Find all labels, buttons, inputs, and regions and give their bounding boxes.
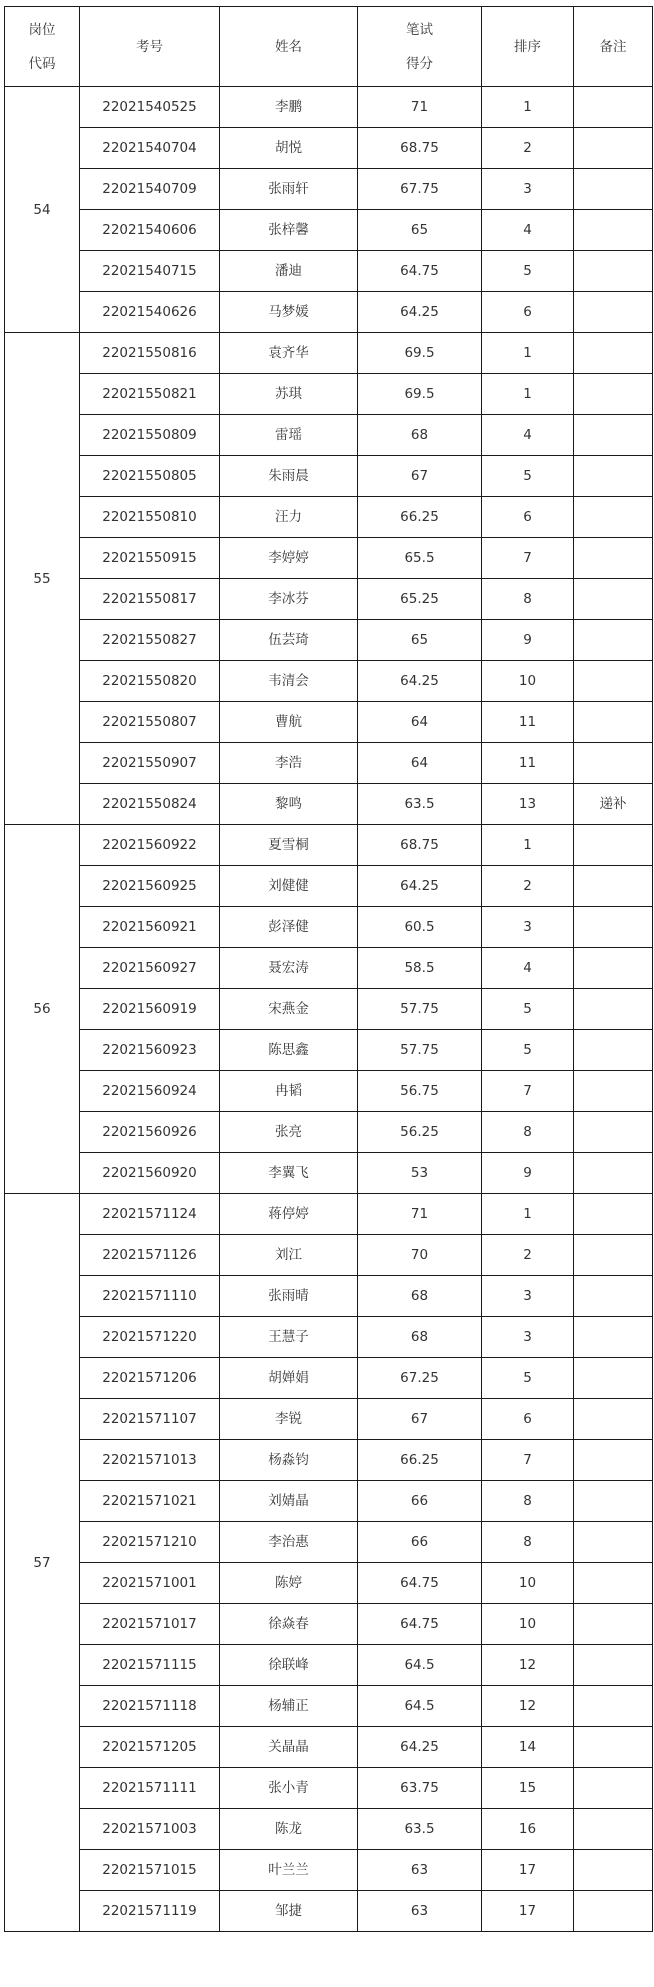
cell-score: 64.75 — [358, 1563, 482, 1604]
cell-exam-no: 22021550805 — [80, 456, 220, 497]
cell-rank: 1 — [482, 333, 574, 374]
cell-score: 65.25 — [358, 579, 482, 620]
cell-name: 陈思鑫 — [220, 1030, 358, 1071]
cell-post-code: 57 — [5, 1194, 80, 1932]
cell-exam-no: 22021571205 — [80, 1727, 220, 1768]
cell-exam-no: 22021571210 — [80, 1522, 220, 1563]
cell-name: 徐联峰 — [220, 1645, 358, 1686]
cell-rank: 2 — [482, 866, 574, 907]
cell-exam-no: 22021550821 — [80, 374, 220, 415]
cell-score: 67.75 — [358, 169, 482, 210]
cell-note — [574, 415, 653, 456]
cell-note — [574, 989, 653, 1030]
cell-note — [574, 1563, 653, 1604]
cell-name: 张雨轩 — [220, 169, 358, 210]
cell-score: 64.75 — [358, 251, 482, 292]
cell-note: 递补 — [574, 784, 653, 825]
cell-name: 彭泽健 — [220, 907, 358, 948]
cell-exam-no: 22021550824 — [80, 784, 220, 825]
table-row — [5, 210, 653, 251]
cell-exam-no: 22021560925 — [80, 866, 220, 907]
table-row — [5, 1276, 653, 1317]
cell-score: 63 — [358, 1891, 482, 1932]
cell-note — [574, 1522, 653, 1563]
cell-note — [574, 1358, 653, 1399]
header-post-code — [5, 7, 80, 87]
cell-score: 58.5 — [358, 948, 482, 989]
cell-exam-no: 22021571119 — [80, 1891, 220, 1932]
table-row — [5, 1194, 653, 1235]
cell-name: 刘江 — [220, 1235, 358, 1276]
header-rank: 排序 — [482, 7, 574, 87]
table-row — [5, 1645, 653, 1686]
cell-score: 69.5 — [358, 333, 482, 374]
cell-score: 68 — [358, 415, 482, 456]
cell-rank: 2 — [482, 1235, 574, 1276]
cell-rank: 16 — [482, 1809, 574, 1850]
cell-post-code: 54 — [5, 87, 80, 333]
cell-score: 57.75 — [358, 1030, 482, 1071]
table-row — [5, 989, 653, 1030]
table-row — [5, 497, 653, 538]
cell-name: 刘婧晶 — [220, 1481, 358, 1522]
cell-name: 胡悦 — [220, 128, 358, 169]
cell-note — [574, 1276, 653, 1317]
cell-rank: 11 — [482, 743, 574, 784]
cell-score: 63.75 — [358, 1768, 482, 1809]
cell-rank: 1 — [482, 825, 574, 866]
table-row — [5, 1112, 653, 1153]
cell-note — [574, 456, 653, 497]
cell-name: 李浩 — [220, 743, 358, 784]
cell-name: 曹航 — [220, 702, 358, 743]
cell-rank: 9 — [482, 1153, 574, 1194]
cell-rank: 4 — [482, 948, 574, 989]
cell-exam-no: 22021571003 — [80, 1809, 220, 1850]
cell-name: 李治惠 — [220, 1522, 358, 1563]
cell-note — [574, 1194, 653, 1235]
cell-note — [574, 743, 653, 784]
cell-rank: 4 — [482, 210, 574, 251]
cell-score: 67 — [358, 1399, 482, 1440]
cell-exam-no: 22021571017 — [80, 1604, 220, 1645]
cell-name: 李婷婷 — [220, 538, 358, 579]
cell-note — [574, 333, 653, 374]
cell-score: 71 — [358, 87, 482, 128]
table-row — [5, 1768, 653, 1809]
cell-rank: 7 — [482, 1440, 574, 1481]
table-row — [5, 784, 653, 825]
table-row — [5, 1563, 653, 1604]
cell-exam-no: 22021571126 — [80, 1235, 220, 1276]
cell-exam-no: 22021560924 — [80, 1071, 220, 1112]
cell-name: 朱雨晨 — [220, 456, 358, 497]
cell-score: 64.5 — [358, 1686, 482, 1727]
cell-score: 65.5 — [358, 538, 482, 579]
cell-rank: 15 — [482, 1768, 574, 1809]
cell-exam-no: 22021560921 — [80, 907, 220, 948]
cell-score: 68 — [358, 1317, 482, 1358]
cell-post-code: 56 — [5, 825, 80, 1194]
cell-score: 66 — [358, 1481, 482, 1522]
cell-exam-no: 22021571013 — [80, 1440, 220, 1481]
header-post-code-line-2: 代码 — [28, 55, 56, 72]
cell-exam-no: 22021540525 — [80, 87, 220, 128]
table-row — [5, 1727, 653, 1768]
table-row — [5, 251, 653, 292]
cell-note — [574, 1809, 653, 1850]
cell-name: 苏琪 — [220, 374, 358, 415]
cell-rank: 7 — [482, 538, 574, 579]
cell-score: 63 — [358, 1850, 482, 1891]
cell-note — [574, 1440, 653, 1481]
cell-name: 聂宏涛 — [220, 948, 358, 989]
cell-note — [574, 907, 653, 948]
cell-score: 64.25 — [358, 661, 482, 702]
cell-exam-no: 22021571118 — [80, 1686, 220, 1727]
cell-rank: 13 — [482, 784, 574, 825]
cell-note — [574, 702, 653, 743]
cell-name: 刘健健 — [220, 866, 358, 907]
cell-exam-no: 22021571021 — [80, 1481, 220, 1522]
header-note: 备注 — [574, 7, 653, 87]
cell-score: 69.5 — [358, 374, 482, 415]
cell-name: 雷瑶 — [220, 415, 358, 456]
cell-exam-no: 22021571220 — [80, 1317, 220, 1358]
cell-score: 70 — [358, 1235, 482, 1276]
cell-exam-no: 22021571107 — [80, 1399, 220, 1440]
table-row — [5, 948, 653, 989]
cell-exam-no: 22021560927 — [80, 948, 220, 989]
table-row — [5, 1604, 653, 1645]
cell-note — [574, 1030, 653, 1071]
table-row — [5, 128, 653, 169]
cell-score: 66.25 — [358, 497, 482, 538]
cell-exam-no: 22021550807 — [80, 702, 220, 743]
table-row — [5, 743, 653, 784]
cell-note — [574, 128, 653, 169]
cell-exam-no: 22021550810 — [80, 497, 220, 538]
cell-note — [574, 251, 653, 292]
cell-score: 63.5 — [358, 1809, 482, 1850]
cell-score: 64.75 — [358, 1604, 482, 1645]
table-row — [5, 702, 653, 743]
cell-score: 53 — [358, 1153, 482, 1194]
cell-rank: 10 — [482, 661, 574, 702]
cell-note — [574, 292, 653, 333]
header-exam-no: 考号 — [80, 7, 220, 87]
cell-name: 李鹏 — [220, 87, 358, 128]
table-row — [5, 374, 653, 415]
cell-note — [574, 169, 653, 210]
cell-exam-no: 22021571206 — [80, 1358, 220, 1399]
table-row — [5, 1809, 653, 1850]
cell-score: 65 — [358, 620, 482, 661]
cell-exam-no: 22021560922 — [80, 825, 220, 866]
cell-score: 68.75 — [358, 825, 482, 866]
cell-rank: 5 — [482, 456, 574, 497]
cell-note — [574, 1112, 653, 1153]
cell-rank: 1 — [482, 87, 574, 128]
cell-score: 68 — [358, 1276, 482, 1317]
table-row — [5, 1481, 653, 1522]
cell-name: 张亮 — [220, 1112, 358, 1153]
cell-exam-no: 22021571001 — [80, 1563, 220, 1604]
table-row — [5, 538, 653, 579]
cell-name: 徐焱春 — [220, 1604, 358, 1645]
table-row — [5, 456, 653, 497]
table-row — [5, 1686, 653, 1727]
cell-rank: 5 — [482, 1030, 574, 1071]
header-score — [358, 7, 482, 87]
cell-note — [574, 1768, 653, 1809]
cell-score: 66.25 — [358, 1440, 482, 1481]
cell-rank: 10 — [482, 1604, 574, 1645]
cell-note — [574, 1727, 653, 1768]
cell-name: 韦清会 — [220, 661, 358, 702]
cell-post-code: 55 — [5, 333, 80, 825]
cell-name: 关晶晶 — [220, 1727, 358, 1768]
cell-rank: 3 — [482, 907, 574, 948]
cell-name: 张梓馨 — [220, 210, 358, 251]
cell-note — [574, 210, 653, 251]
cell-exam-no: 22021571124 — [80, 1194, 220, 1235]
cell-rank: 8 — [482, 1112, 574, 1153]
cell-rank: 8 — [482, 579, 574, 620]
table-row — [5, 620, 653, 661]
cell-name: 冉韬 — [220, 1071, 358, 1112]
table-row — [5, 1891, 653, 1932]
cell-note — [574, 1481, 653, 1522]
cell-note — [574, 374, 653, 415]
header-row — [5, 7, 653, 87]
cell-name: 张雨晴 — [220, 1276, 358, 1317]
cell-rank: 12 — [482, 1686, 574, 1727]
cell-rank: 3 — [482, 1317, 574, 1358]
cell-score: 68.75 — [358, 128, 482, 169]
cell-note — [574, 1891, 653, 1932]
cell-note — [574, 1686, 653, 1727]
cell-rank: 11 — [482, 702, 574, 743]
cell-name: 胡婵娟 — [220, 1358, 358, 1399]
table-row — [5, 169, 653, 210]
table-row — [5, 1071, 653, 1112]
cell-rank: 8 — [482, 1522, 574, 1563]
table-row — [5, 1235, 653, 1276]
cell-name: 李锐 — [220, 1399, 358, 1440]
cell-exam-no: 22021540704 — [80, 128, 220, 169]
cell-rank: 5 — [482, 1358, 574, 1399]
cell-rank: 5 — [482, 251, 574, 292]
cell-score: 56.25 — [358, 1112, 482, 1153]
cell-score: 64 — [358, 702, 482, 743]
cell-rank: 7 — [482, 1071, 574, 1112]
cell-note — [574, 1317, 653, 1358]
cell-rank: 3 — [482, 169, 574, 210]
cell-exam-no: 22021540715 — [80, 251, 220, 292]
cell-note — [574, 1850, 653, 1891]
cell-note — [574, 1399, 653, 1440]
cell-exam-no: 22021540709 — [80, 169, 220, 210]
cell-name: 杨淼钧 — [220, 1440, 358, 1481]
table-header — [5, 7, 653, 87]
cell-name: 杨辅正 — [220, 1686, 358, 1727]
table-row — [5, 866, 653, 907]
cell-name: 陈龙 — [220, 1809, 358, 1850]
cell-name: 夏雪桐 — [220, 825, 358, 866]
cell-rank: 3 — [482, 1276, 574, 1317]
cell-name: 王慧子 — [220, 1317, 358, 1358]
cell-exam-no: 22021560920 — [80, 1153, 220, 1194]
header-post-code-line-1: 岗位 — [28, 21, 56, 38]
cell-exam-no: 22021560923 — [80, 1030, 220, 1071]
cell-rank: 12 — [482, 1645, 574, 1686]
cell-score: 64.25 — [358, 1727, 482, 1768]
cell-score: 71 — [358, 1194, 482, 1235]
cell-score: 64.5 — [358, 1645, 482, 1686]
cell-rank: 17 — [482, 1891, 574, 1932]
cell-score: 64.25 — [358, 866, 482, 907]
cell-rank: 8 — [482, 1481, 574, 1522]
cell-score: 60.5 — [358, 907, 482, 948]
table-body — [5, 87, 653, 1932]
table-row — [5, 415, 653, 456]
table-row — [5, 1522, 653, 1563]
cell-name: 袁齐华 — [220, 333, 358, 374]
cell-rank: 4 — [482, 415, 574, 456]
cell-score: 64 — [358, 743, 482, 784]
cell-exam-no: 22021550809 — [80, 415, 220, 456]
cell-rank: 10 — [482, 1563, 574, 1604]
cell-note — [574, 620, 653, 661]
cell-name: 邹捷 — [220, 1891, 358, 1932]
cell-score: 65 — [358, 210, 482, 251]
cell-rank: 14 — [482, 1727, 574, 1768]
cell-exam-no: 22021550915 — [80, 538, 220, 579]
table-row — [5, 907, 653, 948]
score-table — [4, 6, 653, 1932]
cell-rank: 6 — [482, 1399, 574, 1440]
cell-name: 宋燕金 — [220, 989, 358, 1030]
cell-score: 57.75 — [358, 989, 482, 1030]
cell-note — [574, 1645, 653, 1686]
header-name: 姓名 — [220, 7, 358, 87]
cell-note — [574, 1071, 653, 1112]
table-row — [5, 1153, 653, 1194]
table-row — [5, 1317, 653, 1358]
cell-note — [574, 87, 653, 128]
cell-name: 蒋停婷 — [220, 1194, 358, 1235]
cell-score: 66 — [358, 1522, 482, 1563]
cell-exam-no: 22021540626 — [80, 292, 220, 333]
cell-note — [574, 948, 653, 989]
cell-rank: 1 — [482, 374, 574, 415]
cell-name: 李冰芬 — [220, 579, 358, 620]
table-row — [5, 1030, 653, 1071]
header-score-line-2: 得分 — [406, 55, 433, 72]
cell-exam-no: 22021540606 — [80, 210, 220, 251]
cell-note — [574, 1235, 653, 1276]
cell-score: 67.25 — [358, 1358, 482, 1399]
cell-exam-no: 22021560919 — [80, 989, 220, 1030]
table-row — [5, 1850, 653, 1891]
cell-rank: 17 — [482, 1850, 574, 1891]
cell-name: 伍芸琦 — [220, 620, 358, 661]
cell-exam-no: 22021571111 — [80, 1768, 220, 1809]
cell-rank: 2 — [482, 128, 574, 169]
cell-note — [574, 579, 653, 620]
cell-name: 汪力 — [220, 497, 358, 538]
table-row — [5, 825, 653, 866]
table-row — [5, 1358, 653, 1399]
cell-name: 叶兰兰 — [220, 1850, 358, 1891]
cell-note — [574, 1153, 653, 1194]
cell-exam-no: 22021550827 — [80, 620, 220, 661]
cell-exam-no: 22021571115 — [80, 1645, 220, 1686]
cell-name: 潘迪 — [220, 251, 358, 292]
cell-exam-no: 22021571015 — [80, 1850, 220, 1891]
cell-score: 56.75 — [358, 1071, 482, 1112]
cell-name: 李翼飞 — [220, 1153, 358, 1194]
cell-note — [574, 497, 653, 538]
cell-score: 63.5 — [358, 784, 482, 825]
cell-exam-no: 22021550907 — [80, 743, 220, 784]
table-row — [5, 1399, 653, 1440]
cell-note — [574, 866, 653, 907]
cell-name: 马梦媛 — [220, 292, 358, 333]
cell-name: 陈婷 — [220, 1563, 358, 1604]
cell-note — [574, 538, 653, 579]
table-row — [5, 579, 653, 620]
cell-exam-no: 22021550817 — [80, 579, 220, 620]
table-row — [5, 87, 653, 128]
table-row — [5, 333, 653, 374]
cell-rank: 6 — [482, 497, 574, 538]
cell-exam-no: 22021550820 — [80, 661, 220, 702]
results-sheet — [4, 6, 653, 1932]
cell-note — [574, 1604, 653, 1645]
table-row — [5, 1440, 653, 1481]
cell-rank: 1 — [482, 1194, 574, 1235]
cell-score: 64.25 — [358, 292, 482, 333]
cell-name: 张小青 — [220, 1768, 358, 1809]
header-score-line-1: 笔试 — [406, 21, 433, 38]
cell-rank: 5 — [482, 989, 574, 1030]
cell-name: 黎鸣 — [220, 784, 358, 825]
cell-exam-no: 22021550816 — [80, 333, 220, 374]
cell-note — [574, 661, 653, 702]
cell-exam-no: 22021560926 — [80, 1112, 220, 1153]
table-row — [5, 292, 653, 333]
cell-rank: 9 — [482, 620, 574, 661]
cell-exam-no: 22021571110 — [80, 1276, 220, 1317]
cell-rank: 6 — [482, 292, 574, 333]
table-row — [5, 661, 653, 702]
cell-note — [574, 825, 653, 866]
cell-score: 67 — [358, 456, 482, 497]
